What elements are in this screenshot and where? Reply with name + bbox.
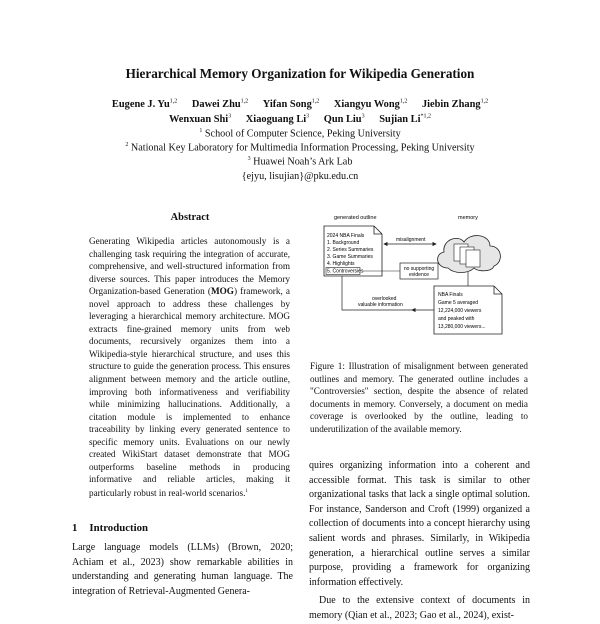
outline-document	[324, 226, 382, 276]
outline-line: 1. Background	[327, 240, 360, 246]
memory-cloud-icon	[438, 236, 501, 273]
affiliation-1: $^1$ School of Computer Science, Peking University	[199, 128, 401, 140]
figure-caption: Figure 1: Illustration of misalignment between generated outlines and memory. The generated outline includes a "Controversies" section, despite the absence of related documents in memory. Conversely, a document on media coverage is overlooked by the outline, leading to underutilization of the available memory.	[310, 361, 528, 434]
authors-line-2	[0, 114, 600, 125]
author: Jiebin Zhang$^{1,2}$	[421, 99, 489, 111]
author-email: {ejyu, lisujian}@pku.edu.cn	[241, 171, 359, 182]
memory-label: memory	[458, 215, 478, 221]
no-support-text: evidence	[408, 272, 430, 278]
author: Xiangyu Wong$^{1,2}$	[333, 99, 408, 111]
no-support-text: no supporting	[403, 266, 435, 272]
author: Qun Liu$^3$	[323, 114, 365, 126]
author: Eugene J. Yu$^{1,2}$	[111, 99, 178, 111]
document-line: 12,224,000 viewers	[438, 308, 482, 314]
misalignment-label: misalignment	[396, 237, 426, 243]
author: Wenxuan Shi$^3$	[168, 114, 232, 126]
affiliation-2: $^2$ National Key Laboratory for Multimedia Information Processing, Peking University	[125, 142, 475, 154]
authors-line-1	[0, 99, 600, 110]
figure-1	[308, 210, 530, 350]
author: Yifan Song$^{1,2}$	[262, 99, 320, 111]
author: Xiaoguang Li$^3$	[245, 114, 310, 126]
overlooked-document	[434, 286, 502, 334]
author: Sujian Li$^{*1,2}$	[379, 114, 431, 126]
outline-label: generated outline	[334, 215, 377, 221]
paragraph: quires organizing information into a coherent and accessible format. This task is similar to other organizational tasks that lack a single optimal solution. For instance, Sanderson and Croft (1999) organized a collection of documents into a concept hierarchy using salient words and phrases. Similarly, in Wikipedia generation, a hierarchical outline serves a similar purpose, providing a framework for organizing information effectively.	[309, 460, 530, 588]
outline-line: 5. Controversies	[327, 268, 364, 275]
author: Dawei Zhu$^{1,2}$	[191, 99, 249, 111]
outline-line: 4. Highlights	[327, 261, 355, 267]
affiliation-3: $^3$ Huawei Noah’s Ark Lab	[247, 156, 353, 168]
misalignment-diagram	[308, 210, 530, 350]
overlooked-text: valuable information	[358, 302, 403, 308]
paragraph: Due to the extensive context of documents in memory (Qian et al., 2023; Gao et al., 2024), exist-	[309, 595, 530, 621]
intro-paragraph: Large language models (LLMs) (Brown, 2020; Achiam et al., 2023) show remarkable abilities in understanding and generating human language. The integration of Retrieval-Augmented Genera-	[72, 542, 293, 597]
document-line: Game 5 averaged	[438, 300, 479, 306]
abstract-heading: Abstract	[170, 212, 210, 223]
document-line: 13,280,000 viewers...	[438, 324, 486, 330]
section-heading: 1 Introduction	[72, 522, 149, 534]
outline-line: 2024 NBA Finals	[327, 233, 365, 239]
paper-title: Hierarchical Memory Organization for Wikipedia Generation	[125, 66, 475, 81]
abstract-body: Generating Wikipedia articles autonomously is a challenging task requiring the integration of accurate, comprehensive, and well-structured information from diverse sources. This paper introduces the Memory Organization-based Generation (MOG) framework, a novel approach to address these challenges by leveraging a hierarchical memory architecture. MOG extracts fine-grained memory units from web documents, recursively organizes them into a Wikipedia-style hierarchical structure, and uses this structure to guide the generation process. This ensures alignment between memory and the article outline, improving both informativeness and verifiability while minimizing hallucinations. Additionally, a citation module is implemented to enhance traceability by linking every generated sentence to specific memory units. Evaluations on our newly created WikiStart dataset demonstrate that MOG outperforms baseline methods in producing informative and reliable articles, making it particularly robust in real-world scenarios.$^1$	[89, 236, 290, 498]
outline-line: 3. Game Summaries	[327, 254, 373, 260]
footnote-mark: 1	[245, 488, 248, 494]
document-line: NBA Finals	[438, 292, 463, 298]
outline-line: 2. Series Summaries	[327, 247, 374, 253]
overlooked-text: overlooked	[372, 296, 397, 302]
document-line: and peaked with	[438, 316, 475, 322]
right-column-text	[309, 459, 530, 624]
